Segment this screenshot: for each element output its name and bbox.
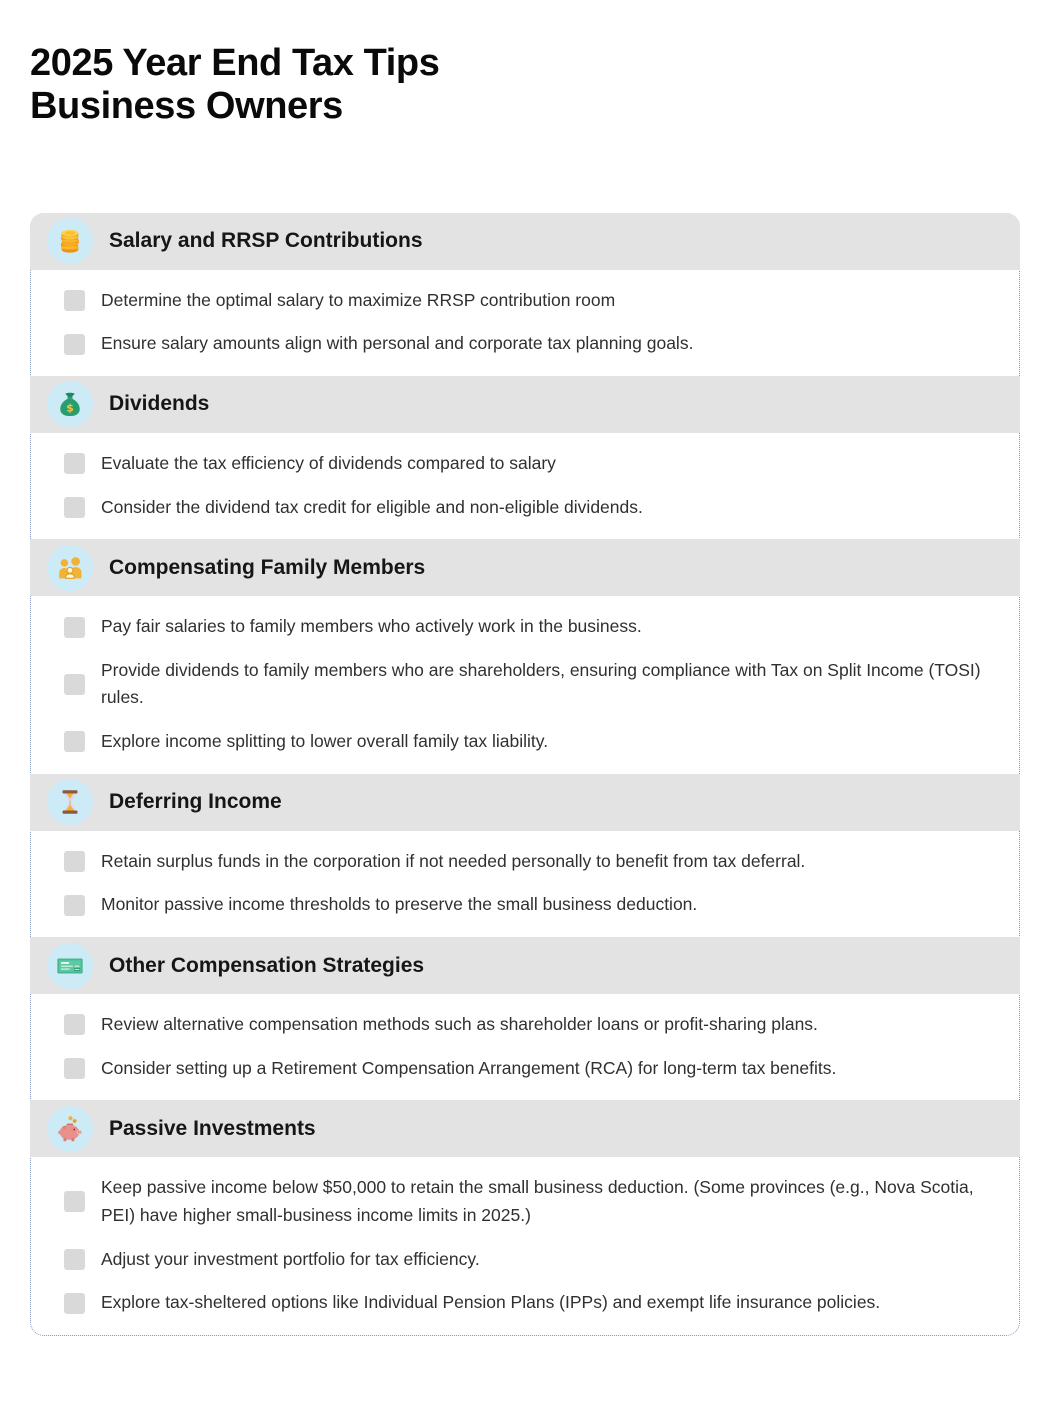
checklist-item-text: Ensure salary amounts align with personal and corporate tax planning goals.: [101, 333, 694, 354]
checklist-item-text: Explore income splitting to lower overall family tax liability.: [101, 731, 549, 752]
section-deferring-income: [31, 774, 1019, 937]
money-bag-icon: [47, 381, 93, 427]
section-items: [31, 433, 1019, 539]
checklist-item: [64, 442, 997, 486]
piggy-bank-icon: [47, 1106, 93, 1152]
checkbox[interactable]: [64, 497, 85, 518]
checkbox[interactable]: [64, 1249, 85, 1270]
checkbox[interactable]: [64, 674, 85, 695]
page-title-line1: 2025 Year End Tax Tips: [30, 42, 440, 84]
checkbox[interactable]: [64, 1058, 85, 1079]
section-other-compensation: [31, 937, 1019, 1100]
checklist-item-text: Review alternative compensation methods such as shareholder loans or profit-sharing plans.: [101, 1014, 818, 1035]
checklist-item: [64, 486, 997, 530]
section-title: Deferring Income: [109, 790, 282, 814]
section-header-passive-investments: [30, 1100, 1020, 1157]
checklist-item-text: Consider setting up a Retirement Compensation Arrangement (RCA) for long-term tax benefits.: [101, 1057, 837, 1078]
checklist-item-text: Consider the dividend tax credit for eligible and non-eligible dividends.: [101, 496, 643, 517]
section-title: Dividends: [109, 392, 210, 416]
checklist-item: [64, 1281, 997, 1325]
section-header-other-compensation: [30, 937, 1020, 994]
checklist-item: [64, 1238, 997, 1282]
section-header-salary-rrsp: [30, 213, 1020, 270]
checklist-item: [64, 605, 997, 649]
section-dividends: [31, 376, 1019, 539]
checklist-item-text: Retain surplus funds in the corporation if not needed personally to benefit from tax deferral.: [101, 850, 806, 871]
checklist-item-text: Pay fair salaries to family members who actively work in the business.: [101, 616, 642, 637]
checklist-item: [64, 840, 997, 884]
section-salary-rrsp: [31, 213, 1019, 376]
checklist-item-text: Provide dividends to family members who are shareholders, ensuring compliance with Tax on Split Income (TOSI) rules.: [101, 659, 981, 708]
section-header-family-members: [30, 539, 1020, 596]
checklist-item: [64, 720, 997, 764]
hourglass-icon: [47, 779, 93, 825]
section-items: [31, 831, 1019, 937]
section-items: [31, 596, 1019, 774]
checkbox[interactable]: [64, 851, 85, 872]
checklist-item-text: Determine the optimal salary to maximize RRSP contribution room: [101, 289, 616, 310]
section-passive-investments: [31, 1100, 1019, 1335]
checklist-card: [30, 213, 1020, 1336]
section-header-deferring-income: [30, 774, 1020, 831]
section-title: Other Compensation Strategies: [109, 953, 425, 977]
checkbox[interactable]: [64, 334, 85, 355]
svg-text:$: $: [66, 401, 74, 415]
checkbox[interactable]: [64, 453, 85, 474]
page-title-line2: Business Owners: [30, 85, 343, 128]
checklist-item: [64, 649, 997, 720]
checkbox[interactable]: [64, 731, 85, 752]
checkbox[interactable]: [64, 1293, 85, 1314]
checklist-item: [64, 1166, 997, 1237]
checklist-item: [64, 883, 997, 927]
checklist-item: [64, 1047, 997, 1091]
checkbox[interactable]: [64, 290, 85, 311]
family-icon: [47, 545, 93, 591]
coin-stack-icon: [47, 218, 93, 264]
checklist-item: [64, 279, 997, 323]
checklist-item-text: Adjust your investment portfolio for tax efficiency.: [101, 1248, 480, 1269]
checklist-item-text: Explore tax-sheltered options like Individual Pension Plans (IPPs) and exempt life insurance policies.: [101, 1292, 881, 1313]
checkbox[interactable]: [64, 895, 85, 916]
checklist-item-text: Monitor passive income thresholds to preserve the small business deduction.: [101, 894, 698, 915]
section-items: [31, 1157, 1019, 1335]
section-items: [31, 994, 1019, 1100]
page-title: [30, 42, 1020, 129]
checkbox[interactable]: [64, 617, 85, 638]
section-title: Compensating Family Members: [109, 555, 426, 579]
checkbox[interactable]: [64, 1191, 85, 1212]
section-title: Salary and RRSP Contributions: [109, 229, 423, 253]
cheque-icon: [47, 943, 93, 989]
checklist-item: [64, 1003, 997, 1047]
section-family-members: [31, 539, 1019, 774]
checklist-item-text: Evaluate the tax efficiency of dividends compared to salary: [101, 452, 556, 473]
checklist-item-text: Keep passive income below $50,000 to retain the small business deduction. (Some provinces (e.g., Nova Scotia, PEI) have higher small-business income limits in 2025.): [101, 1177, 974, 1225]
section-header-dividends: [30, 376, 1020, 433]
checkbox[interactable]: [64, 1014, 85, 1035]
section-items: [31, 270, 1019, 376]
checklist-item: [64, 322, 997, 366]
section-title: Passive Investments: [109, 1116, 316, 1140]
